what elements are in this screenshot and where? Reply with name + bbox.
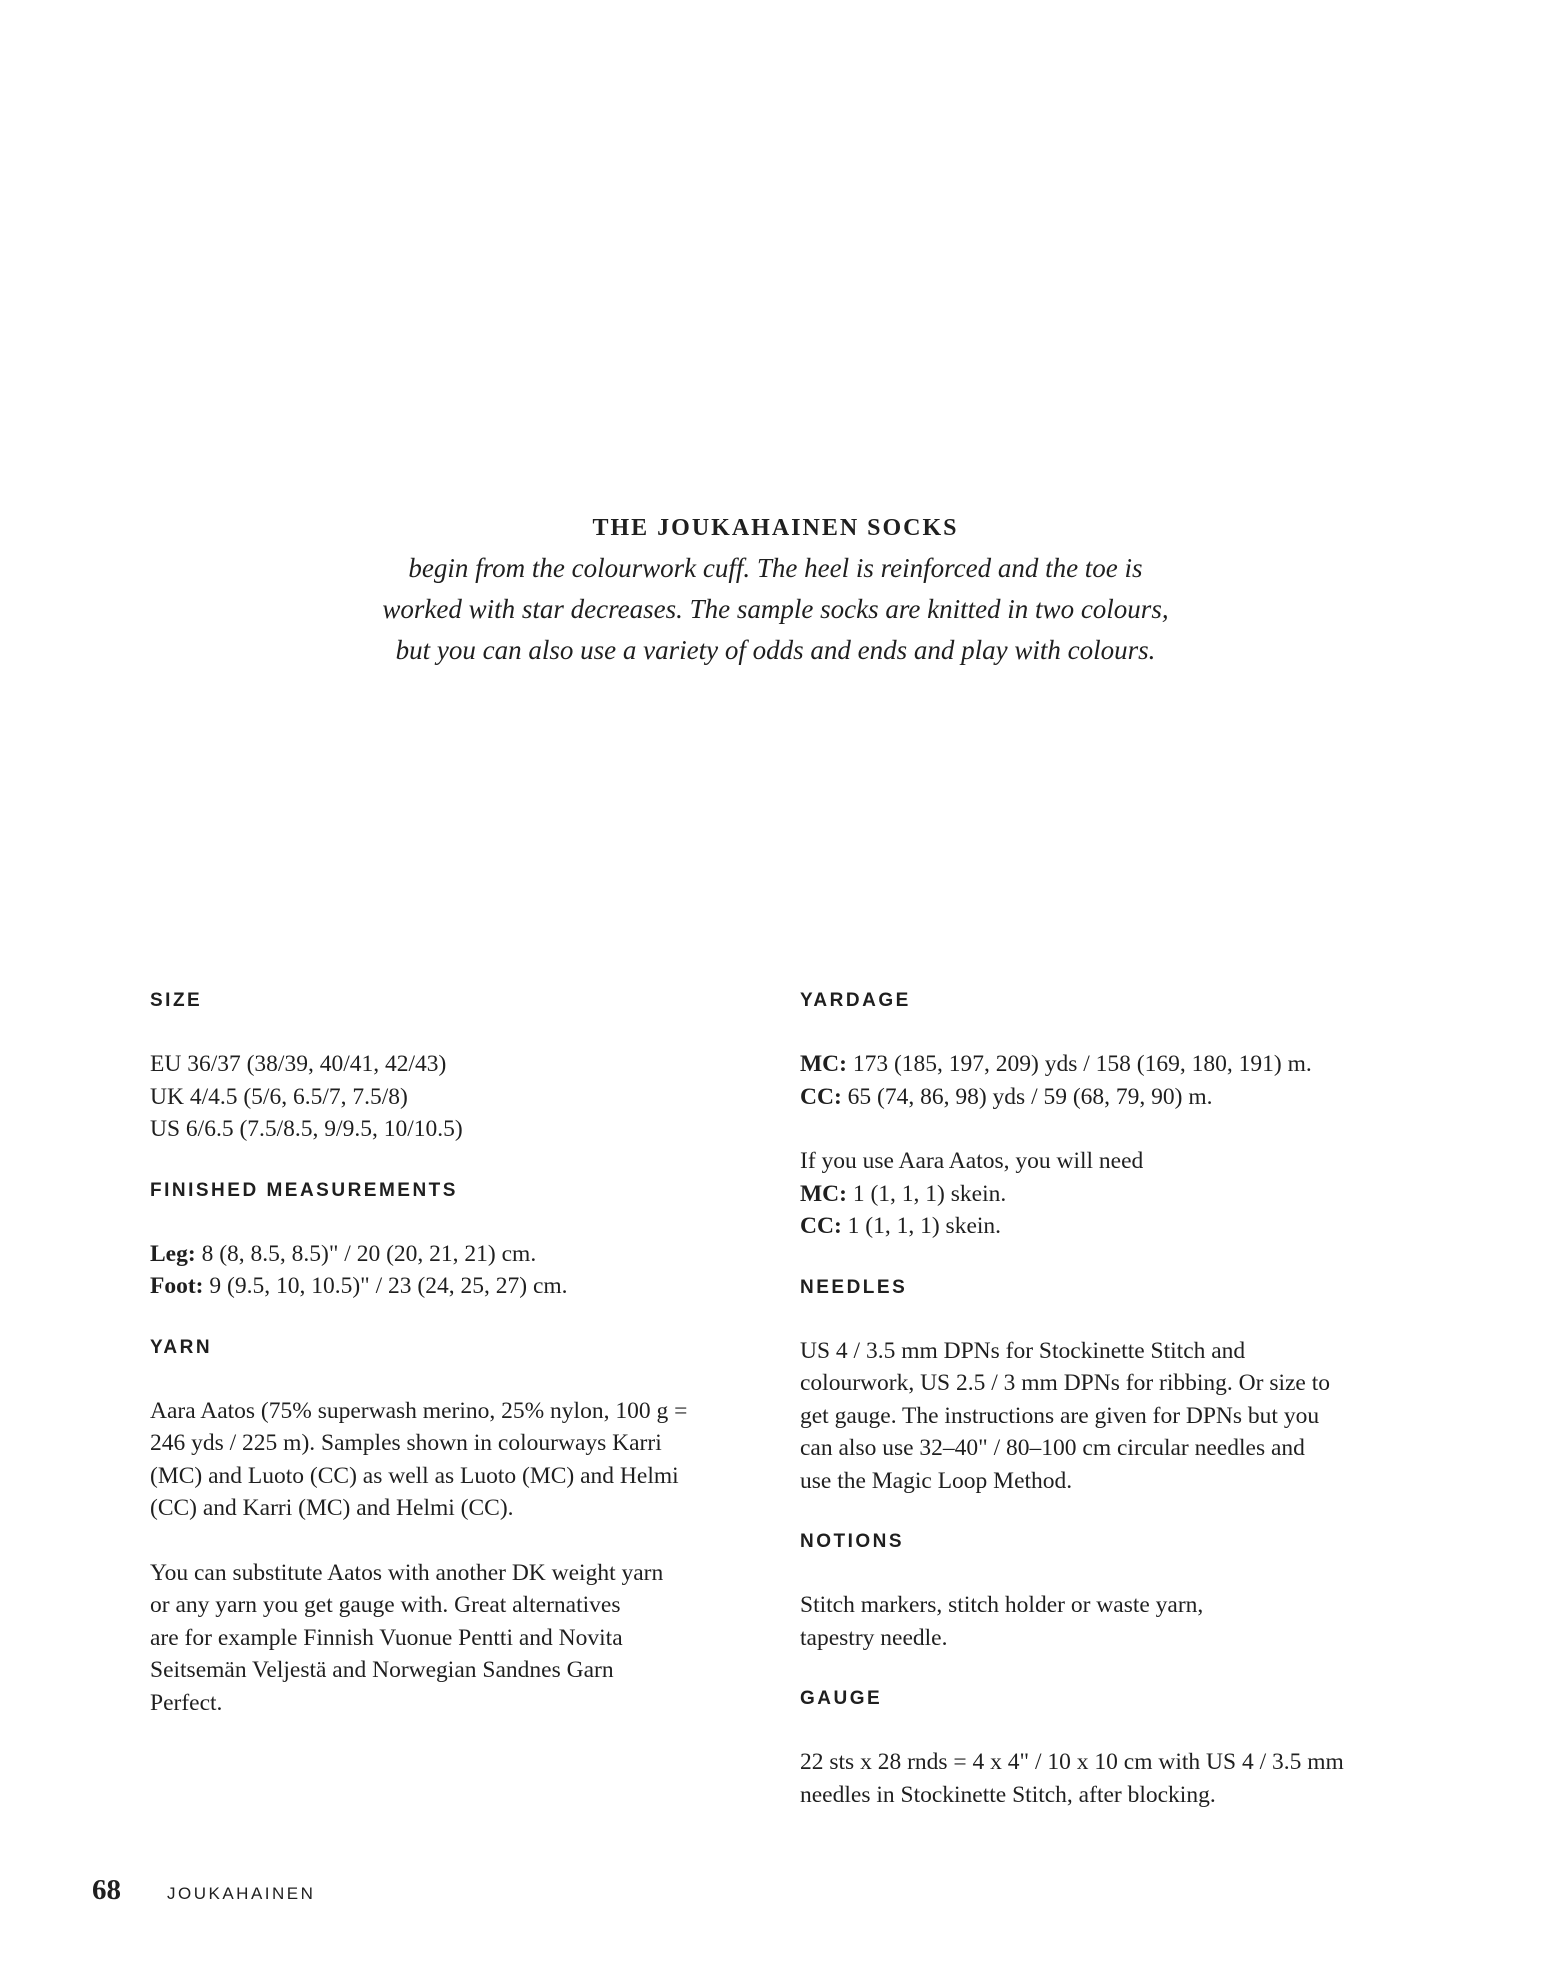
skein-mc xyxy=(800,1178,1420,1211)
finished-measurements-heading: FINISHED MEASUREMENTS xyxy=(150,1179,458,1201)
notions-line: Stitch markers, stitch holder or waste yarn, xyxy=(800,1592,1204,1618)
gauge-section xyxy=(800,1686,1420,1811)
needles-line: can also use 32–40" / 80–100 cm circular needles and xyxy=(800,1435,1305,1461)
mc-skein-label: MC: xyxy=(800,1180,847,1207)
gauge-heading: GAUGE xyxy=(800,1688,883,1709)
yarn-substitute-line: Seitsemän Veljestä and Norwegian Sandnes Garn xyxy=(150,1657,614,1683)
leg-measurement xyxy=(150,1238,750,1271)
pattern-title: THE JOUKAHAINEN SOCKS xyxy=(592,515,959,541)
yarn-substitute-line: are for example Finnish Vuonue Pentti and Novita xyxy=(150,1624,623,1651)
left-column xyxy=(150,988,750,1719)
mc-value: 173 (185, 197, 209) yds / 158 (169, 180, 191) m. xyxy=(846,1051,1312,1077)
size-section xyxy=(150,988,750,1146)
yardage-cc xyxy=(800,1081,1420,1114)
size-uk: UK 4/4.5 (5/6, 6.5/7, 7.5/8) xyxy=(150,1083,408,1110)
foot-measurement xyxy=(150,1270,750,1303)
notions-heading: NOTIONS xyxy=(800,1531,905,1552)
gauge-line: needles in Stockinette Stitch, after blocking. xyxy=(800,1781,1216,1808)
needles-heading: NEEDLES xyxy=(800,1276,908,1298)
mc-skein-value: 1 (1, 1, 1) skein. xyxy=(846,1180,1007,1207)
skein-cc xyxy=(800,1210,1420,1243)
intro-line: but you can also use a variety of odds and ends and play with colours. xyxy=(395,635,1156,665)
intro-line: worked with star decreases. The sample socks are knitted in two colours, xyxy=(382,594,1169,624)
notions-line: tapestry needle. xyxy=(800,1624,948,1651)
yarn-text-line: (CC) and Karri (MC) and Helmi (CC). xyxy=(150,1495,514,1521)
yarn-substitute-line: or any yarn you get gauge with. Great alternatives xyxy=(150,1592,621,1618)
page-number: 68 xyxy=(92,1874,121,1906)
cc-skein-label: CC: xyxy=(800,1213,842,1239)
foot-value: 9 (9.5, 10, 10.5)" / 23 (24, 25, 27) cm. xyxy=(203,1273,568,1299)
yarn-section xyxy=(150,1335,750,1720)
yarn-text-line: (MC) and Luoto (CC) as well as Luoto (MC) and Helmi xyxy=(150,1462,679,1489)
notions-section xyxy=(800,1529,1420,1654)
needles-line: US 4 / 3.5 mm DPNs for Stockinette Stitch and xyxy=(800,1337,1246,1364)
intro-line: begin from the colourwork cuff. The heel is reinforced and the toe is xyxy=(408,553,1143,583)
needles-line: use the Magic Loop Method. xyxy=(800,1467,1073,1494)
yarn-heading: YARN xyxy=(150,1336,213,1358)
needles-section xyxy=(800,1275,1420,1498)
size-heading: SIZE xyxy=(150,990,203,1011)
yardage-heading: YARDAGE xyxy=(800,990,911,1011)
cc-value: 65 (74, 86, 98) yds / 59 (68, 79, 90) m. xyxy=(841,1083,1213,1110)
leg-value: 8 (8, 8.5, 8.5)" / 20 (20, 21, 21) cm. xyxy=(195,1240,537,1267)
leg-label: Leg: xyxy=(150,1240,196,1267)
right-column xyxy=(800,988,1420,1811)
yardage-mc xyxy=(800,1048,1420,1081)
needles-line: colourwork, US 2.5 / 3 mm DPNs for ribbing. Or size to xyxy=(800,1370,1331,1396)
intro-block xyxy=(300,508,1251,671)
page-footer xyxy=(92,1874,315,1910)
yarn-text-line: Aara Aatos (75% superwash merino, 25% nylon, 100 g = xyxy=(150,1397,688,1424)
cc-skein-value: 1 (1, 1, 1) skein. xyxy=(841,1213,1002,1239)
needles-line: get gauge. The instructions are given for DPNs but you xyxy=(800,1402,1320,1429)
yarn-substitute-line: You can substitute Aatos with another DK weight yarn xyxy=(150,1559,664,1586)
finished-measurements-section xyxy=(150,1178,750,1303)
yarn-substitute-line: Perfect. xyxy=(150,1689,223,1716)
yarn-text-line: 246 yds / 225 m). Samples shown in colourways Karri xyxy=(150,1430,662,1456)
yardage-section xyxy=(800,988,1420,1243)
running-head: JOUKAHAINEN xyxy=(167,1884,316,1903)
size-us: US 6/6.5 (7.5/8.5, 9/9.5, 10/10.5) xyxy=(150,1116,463,1142)
aatos-intro: If you use Aara Aatos, you will need xyxy=(800,1148,1144,1174)
cc-label: CC: xyxy=(800,1083,842,1110)
mc-label: MC: xyxy=(800,1051,847,1077)
size-eu: EU 36/37 (38/39, 40/41, 42/43) xyxy=(150,1051,447,1077)
foot-label: Foot: xyxy=(150,1273,204,1299)
gauge-line: 22 sts x 28 rnds = 4 x 4" / 10 x 10 cm with US 4 / 3.5 mm xyxy=(800,1749,1344,1775)
